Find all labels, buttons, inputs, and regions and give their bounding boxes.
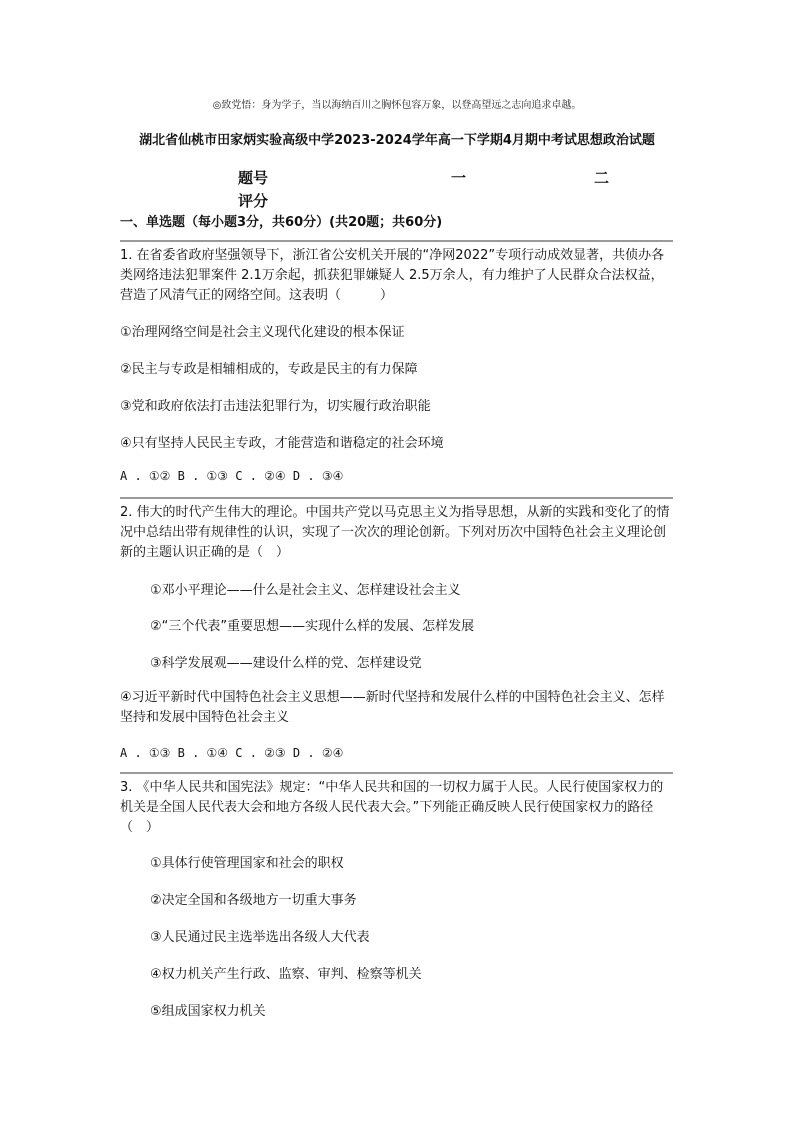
question-divider	[120, 497, 673, 499]
score-row-label-score: 评分	[238, 192, 269, 210]
question-1-option-2: ②民主与专政是相辅相成的，专政是民主的有力保障	[120, 362, 418, 377]
question-2-answer-choices: A . ①③ B . ①④ C . ②③ D . ②④	[120, 746, 344, 760]
question-3-option-1: ①具体行使管理国家和社会的职权	[150, 856, 344, 871]
question-divider	[120, 772, 673, 774]
score-col-1: 一	[451, 169, 467, 187]
motto-banner: ◎致党悟：身为学子，当以海纳百川之胸怀包容万象，以登高望远之志向追求卓越。	[212, 100, 582, 111]
question-3-option-4: ④权力机关产生行政、监察、审判、检察等机关	[150, 967, 422, 982]
question-1-option-3: ③党和政府依法打击违法犯罪行为，切实履行政治职能	[120, 399, 431, 414]
question-3-option-2: ②决定全国和各级地方一切重大事务	[150, 893, 357, 908]
question-3-option-5: ⑤组成国家权力机关	[150, 1004, 266, 1019]
question-divider	[120, 240, 673, 242]
question-1-option-1: ①治理网络空间是社会主义现代化建设的根本保证	[120, 325, 405, 340]
question-2-option-4: ④习近平新时代中国特色社会主义思想——新时代坚持和发展什么样的中国特色社会主义、怎样坚持和发展中国特色社会主义	[120, 690, 665, 725]
score-row-label-number: 题号	[238, 169, 269, 187]
question-2-option-2: ②“三个代表”重要思想——实现什么样的发展、怎样发展	[150, 619, 475, 634]
question-3-option-3: ③人民通过民主选举选出各级人大代表	[150, 930, 370, 945]
question-2-option-3: ③科学发展观——建设什么样的党、怎样建设党	[150, 656, 422, 671]
section-heading: 一、单选题（每小题3分，共60分）(共20题；共60分)	[120, 215, 443, 230]
question-1-stem: 1. 在省委省政府坚强领导下，浙江省公安机关开展的“净网2022”专项行动成效显著，共侦办各类网络违法犯罪案件 2.1万余起，抓获犯罪嫌疑人 2.5万余人，有力维护了人民群众合法权益，营造了风清气正的网络空间。这表明（ ）	[120, 248, 665, 303]
question-3-stem: 3. 《中华人民共和国宪法》规定：“中华人民共和国的一切权力属于人民。人民行使国家权力的机关是全国人民代表大会和地方各级人民代表大会。”下列能正确反映人民行使国家权力的路径（ ）	[120, 780, 664, 835]
question-2-option-1: ①邓小平理论——什么是社会主义、怎样建设社会主义	[150, 583, 461, 598]
score-col-2: 二	[594, 169, 610, 187]
question-1-option-4: ④只有坚持人民民主专政，才能营造和谐稳定的社会环境	[120, 436, 444, 451]
exam-title: 湖北省仙桃市田家炳实验高级中学2023-2024学年高一下学期4月期中考试思想政治试题	[139, 133, 655, 148]
question-1-answer-choices: A . ①② B . ①③ C . ②④ D . ③④	[120, 469, 344, 483]
question-2-stem: 2. 伟大的时代产生伟大的理论。中国共产党以马克思主义为指导思想，从新的实践和变化了的情况中总结出带有规律性的认识，实现了一次次的理论创新。下列对历次中国特色社会主义理论创新的主题认识正确的是（ ）	[120, 505, 670, 560]
